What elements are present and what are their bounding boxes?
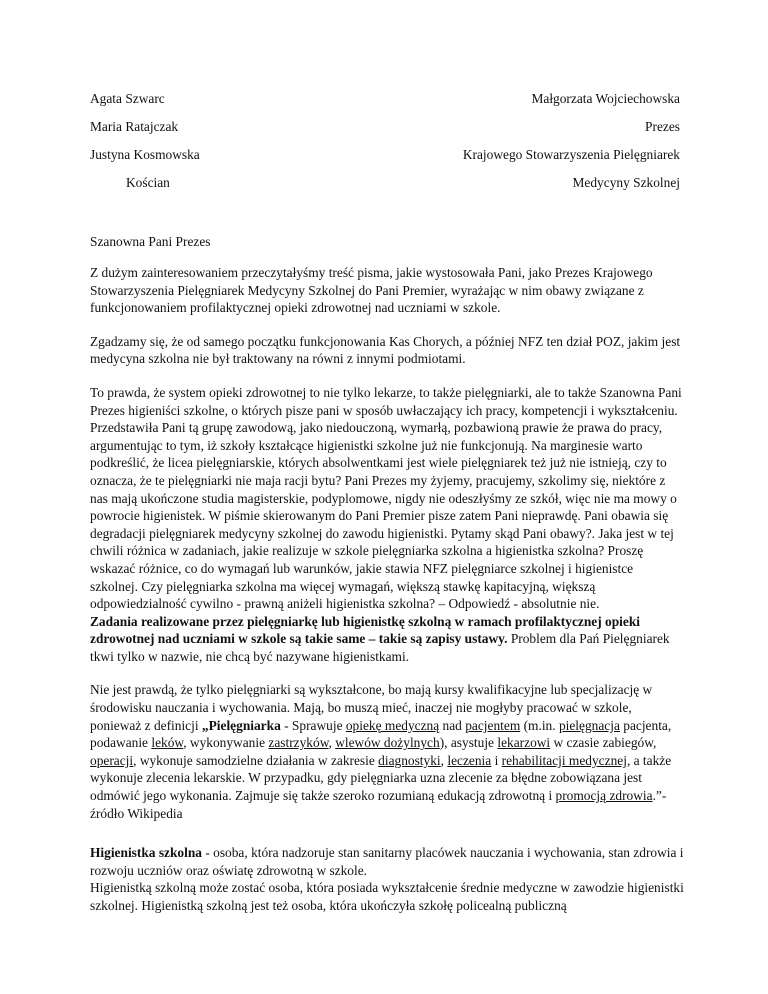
wiki-link[interactable]: leczenia bbox=[447, 752, 492, 768]
wiki-link[interactable]: pacjentem bbox=[465, 717, 521, 733]
paragraph-3-bold: Zadania realizowane przez pielęgniarkę lub higienistkę szkolną w ramach profilaktycznej opieki zdrowotnej nad uczniami w szkole są takie same – takie są zapisy ustawy. bbox=[90, 613, 641, 647]
wiki-link[interactable]: promocją zdrowia bbox=[555, 788, 653, 804]
sender-city: Kościan bbox=[126, 175, 170, 190]
paragraph-3-text: To prawda, że system opieki zdrowotnej to nie tylko lekarze, to także pielęgniarki, ale to także Szanowna Pani Prezes higieniści szkolne, o których pisze pani w sposób uwłaczający ich pracy, kompetencji i wykształceniu. Przedstawiła Pani tą grupę zawodową, jako niedouczoną, wymarłą, pozbawioną prawie że prawa do pracy, argumentując to tym, iż szkoły kształcące higienistki szkolne już nie funkcjonują. Na marginesie warto podkreślić, że licea pielęgniarskie, których absolwentkami jest wiele pielęgniarek też już nie istnieją, czy to oznacza, że te pielęgniarki nie maja racji bytu? Pani Prezes my żyjemy, pracujemy, szkolimy się, niektóre z nas mają ukończone studia magisterskie, podyplomowe, nigdy nie odeszłyśmy ze szkół, więc nie ma mowy o powrocie higienistek. W piśmie skierowanym do Pani Premier pisze zatem Pani nieprawdę. Pani obawia się degradacji pielęgniarek medycyny szkolnej do zawodu higienistki. Pytamy skąd Pani obawy?. Jaka jest w tej chwili różnica w zadaniach, jakie realizuje w szkole pielęgniarka szkolna a higienistka szkolna? Proszę wskazać różnice, co do wymagań lub warunków, jakie stawia NFZ pielęgniarce szkolnej i higienistce szkolnej. Czy pielęgniarka szkolna ma więcej wymagań, większą stawkę kapitacyjną, większą odpowiedzialność cywilno - prawną aniżeli higienistka szkolna? – Odpowiedź - absolutnie nie. bbox=[90, 384, 682, 612]
wiki-link[interactable]: zastrzyków bbox=[268, 735, 329, 751]
hygienist-definition: - osoba, która nadzoruje stan sanitarny placówek nauczania i wychowania, stan zdrowia i rozwoju uczniów oraz oświatę zdrowotną w szkole. bbox=[90, 845, 684, 878]
nurse-term: „Pielęgniarka bbox=[201, 717, 281, 733]
text-span: , bbox=[328, 735, 336, 751]
sender-name: Maria Ratajczak bbox=[90, 119, 179, 134]
wiki-link[interactable]: leków bbox=[151, 735, 184, 751]
text-span: (m.in. bbox=[520, 717, 559, 733]
paragraph-5 bbox=[90, 844, 684, 914]
recipient-title: Prezes bbox=[645, 119, 680, 134]
sender-name: Justyna Kosmowska bbox=[90, 147, 200, 162]
salutation: Szanowna Pani Prezes bbox=[90, 234, 211, 249]
wiki-link[interactable]: pielęgnacja bbox=[558, 717, 620, 733]
hygienist-qualification: Higienistką szkolną może zostać osoba, która posiada wykształcenie średnie medyczne w zawodzie higienistki szkolnej. Higienistką szkolną jest też osoba, która ukończyła szkołę policealną publiczną bbox=[90, 880, 684, 913]
text-span: .”- źródło Wikipedia bbox=[90, 788, 667, 821]
hygienist-term: Higienistka szkolna bbox=[90, 845, 202, 861]
text-span: pacjenta, podawanie bbox=[90, 717, 672, 751]
text-span: w czasie zabiegów, bbox=[550, 735, 657, 751]
text-span: , wykonywanie bbox=[183, 735, 269, 751]
wiki-link[interactable]: diagnostyki bbox=[378, 752, 441, 768]
paragraph-3 bbox=[90, 384, 684, 666]
wiki-link[interactable]: lekarzowi bbox=[497, 735, 551, 751]
wiki-link[interactable]: rehabilitacji medycznej bbox=[501, 752, 627, 768]
paragraph-3-tail: Problem dla Pań Pielęgniarek tkwi tylko w nazwie, nie chcą być nazywane higienistkami. bbox=[90, 631, 670, 664]
wiki-link[interactable]: opiekę medyczną bbox=[345, 717, 440, 733]
wiki-link[interactable]: operacji bbox=[90, 752, 134, 768]
text-span: , bbox=[440, 752, 448, 768]
text-span: nad bbox=[439, 717, 466, 733]
sender-name: Agata Szwarc bbox=[90, 91, 165, 106]
paragraph-2: Zgadzamy się, że od samego początku funkcjonowania Kas Chorych, a później NFZ ten dział POZ, jakim jest medycyna szkolna nie był traktowany na równi z innymi podmiotami. bbox=[90, 333, 681, 367]
text-span: - Sprawuje bbox=[280, 717, 346, 733]
text-span: , wykonuje samodzielne działania w zakresie bbox=[133, 752, 379, 768]
paragraph-1: Z dużym zainteresowaniem przeczytałyśmy treść pisma, jakie wystosowała Pani, jako Prezes Krajowego Stowarzyszenia Pielęgniarek Medycyny Szkolnej do Pani Premier, wyrażając w nim obawy związane z funkcjonowaniem profilaktycznej opieki zdrowotnej nad uczniami w szkole. bbox=[90, 265, 653, 316]
text-span: i bbox=[491, 752, 502, 768]
letter-body bbox=[90, 264, 684, 931]
text-span: , a także wykonuje zlecenia lekarskie. W przypadku, gdy pielęgniarka uzna zlecenie za błędne zobowiązana jest odmówić jego wykonania. Zajmuje się także szeroko rozumianą edukacją zdrowotną i bbox=[90, 752, 672, 804]
wiki-link[interactable]: wlewów dożylnych bbox=[335, 735, 440, 751]
recipient-name: Małgorzata Wojciechowska bbox=[531, 91, 680, 106]
paragraph-4-intro: Nie jest prawdą, że tylko pielęgniarki są wykształcone, bo mają kursy kwalifikacyjne lub specjalizację w środowisku nauczania i wychowania. Mają, bo muszą mieć, inaczej nie mogłyby pracować w szkole, ponieważ z definicji bbox=[90, 682, 653, 733]
text-span: ), asystuje bbox=[439, 735, 498, 751]
recipient-organization-cont: Medycyny Szkolnej bbox=[572, 175, 680, 190]
recipient-organization: Krajowego Stowarzyszenia Pielęgniarek bbox=[462, 147, 680, 162]
paragraph-4 bbox=[90, 681, 684, 822]
